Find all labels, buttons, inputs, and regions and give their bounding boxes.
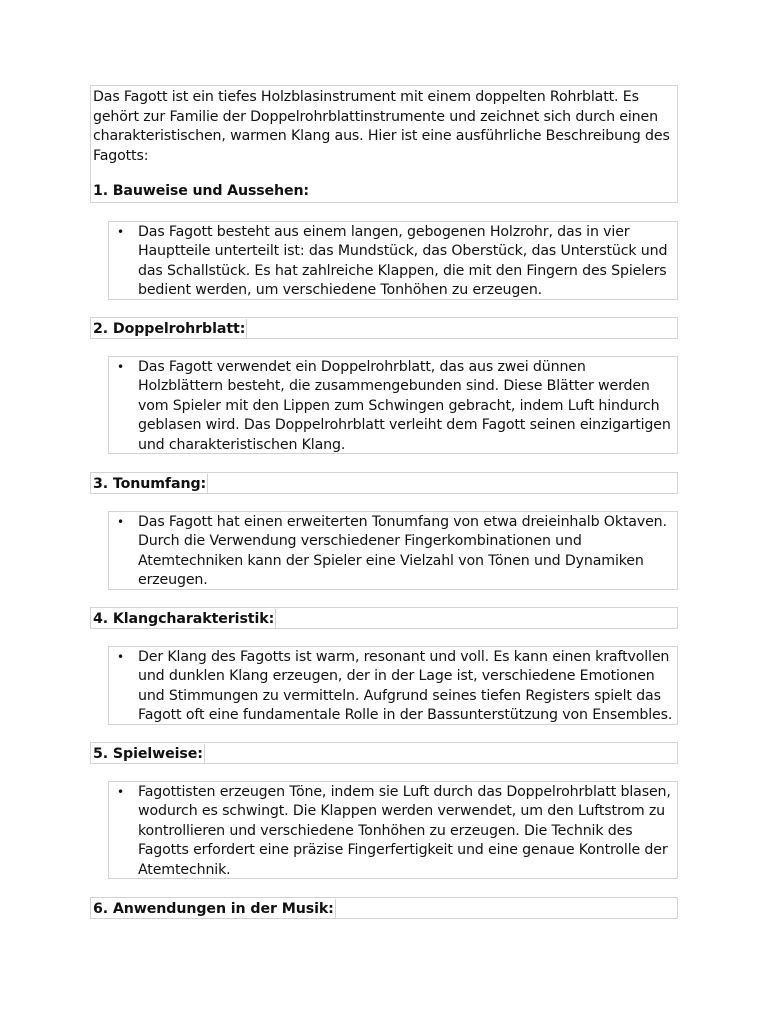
section-heading-5: 5. Spielweise: [93, 746, 203, 762]
bullet-icon: • [117, 360, 124, 374]
bullet-icon: • [117, 785, 124, 799]
bullet-list [109, 512, 677, 591]
list-item [109, 782, 677, 880]
bullet-text: Das Fagott besteht aus einem langen, gebogenen Holzrohr, das in vier Hauptteile unterteilt ist: das Mundstück, das Oberstück, das Unterstück und das Schallstück. Es hat zahlreiche Klappen, die mit den Fingern des Spielers bedient werden, um verschiedene Tonhöhen zu erzeugen. [138, 224, 668, 299]
section-heading-box-3 [90, 472, 678, 494]
section-heading-box-6 [90, 897, 678, 919]
bullet-list [109, 357, 677, 455]
bullet-text: Der Klang des Fagotts ist warm, resonant und voll. Es kann einen kraftvollen und dunklen Klang erzeugen, der in der Lage ist, verschiedene Emotionen und Stimmungen zu vermitteln. Aufgrund seines tiefen Registers spielt das Fagott oft eine fundamentale Rolle in der Bassunterstützung von Ensembles. [138, 649, 673, 724]
section-heading-box-5 [90, 742, 678, 764]
section-1-bullet-box [108, 221, 678, 300]
section-heading-2: 2. Doppelrohrblatt: [93, 321, 246, 337]
bullet-icon: • [117, 515, 124, 529]
list-item [109, 512, 677, 591]
intro-paragraph: Das Fagott ist ein tiefes Holzblasinstrument mit einem doppelten Rohrblatt. Es gehört zur Familie der Doppelrohrblattinstrumente und zeichnet sich durch einen charakteristischen, warmen Klang aus. Hier ist eine ausführliche Beschreibung des Fagotts: [93, 89, 670, 164]
section-heading-1: 1. Bauweise und Aussehen: [93, 183, 309, 199]
section-heading-box-4 [90, 607, 678, 629]
section-5-bullet-box [108, 781, 678, 879]
bullet-text: Das Fagott hat einen erweiterten Tonumfang von etwa dreieinhalb Oktaven. Durch die Verwendung verschiedener Fingerkombinationen und Atemtechniken kann der Spieler eine Vielzahl von Tönen und Dynamiken erzeugen. [138, 514, 667, 589]
bullet-text: Das Fagott verwendet ein Doppelrohrblatt, das aus zwei dünnen Holzblättern besteht, die zusammengebunden sind. Diese Blätter werden vom Spieler mit den Lippen zum Schwingen gebracht, indem Luft hindurch geblasen wird. Das Doppelrohrblatt verleiht dem Fagott seinen einzigartigen und charakteristischen Klang. [138, 359, 671, 453]
section-heading-4: 4. Klangcharakteristik: [93, 611, 275, 627]
bullet-text: Fagottisten erzeugen Töne, indem sie Luft durch das Doppelrohrblatt blasen, wodurch es schwingt. Die Klappen werden verwendet, um den Luftstrom zu kontrollieren und verschiedene Tonhöhen zu erzeugen. Die Technik des Fagotts erfordert eine präzise Fingerfertigkeit und eine genaue Kontrolle der Atemtechnik. [138, 784, 671, 878]
bullet-list [109, 222, 677, 301]
bullet-icon: • [117, 225, 124, 239]
section-heading-6: 6. Anwendungen in der Musik: [93, 901, 334, 917]
bullet-icon: • [117, 650, 124, 664]
section-3-bullet-box [108, 511, 678, 590]
bullet-list [109, 782, 677, 880]
list-item [109, 222, 677, 301]
section-heading-box-2 [90, 317, 678, 339]
section-heading-3: 3. Tonumfang: [93, 476, 207, 492]
bullet-list [109, 647, 677, 726]
section-2-bullet-box [108, 356, 678, 454]
section-4-bullet-box [108, 646, 678, 725]
list-item [109, 357, 677, 455]
intro-block [90, 85, 678, 203]
list-item [109, 647, 677, 726]
